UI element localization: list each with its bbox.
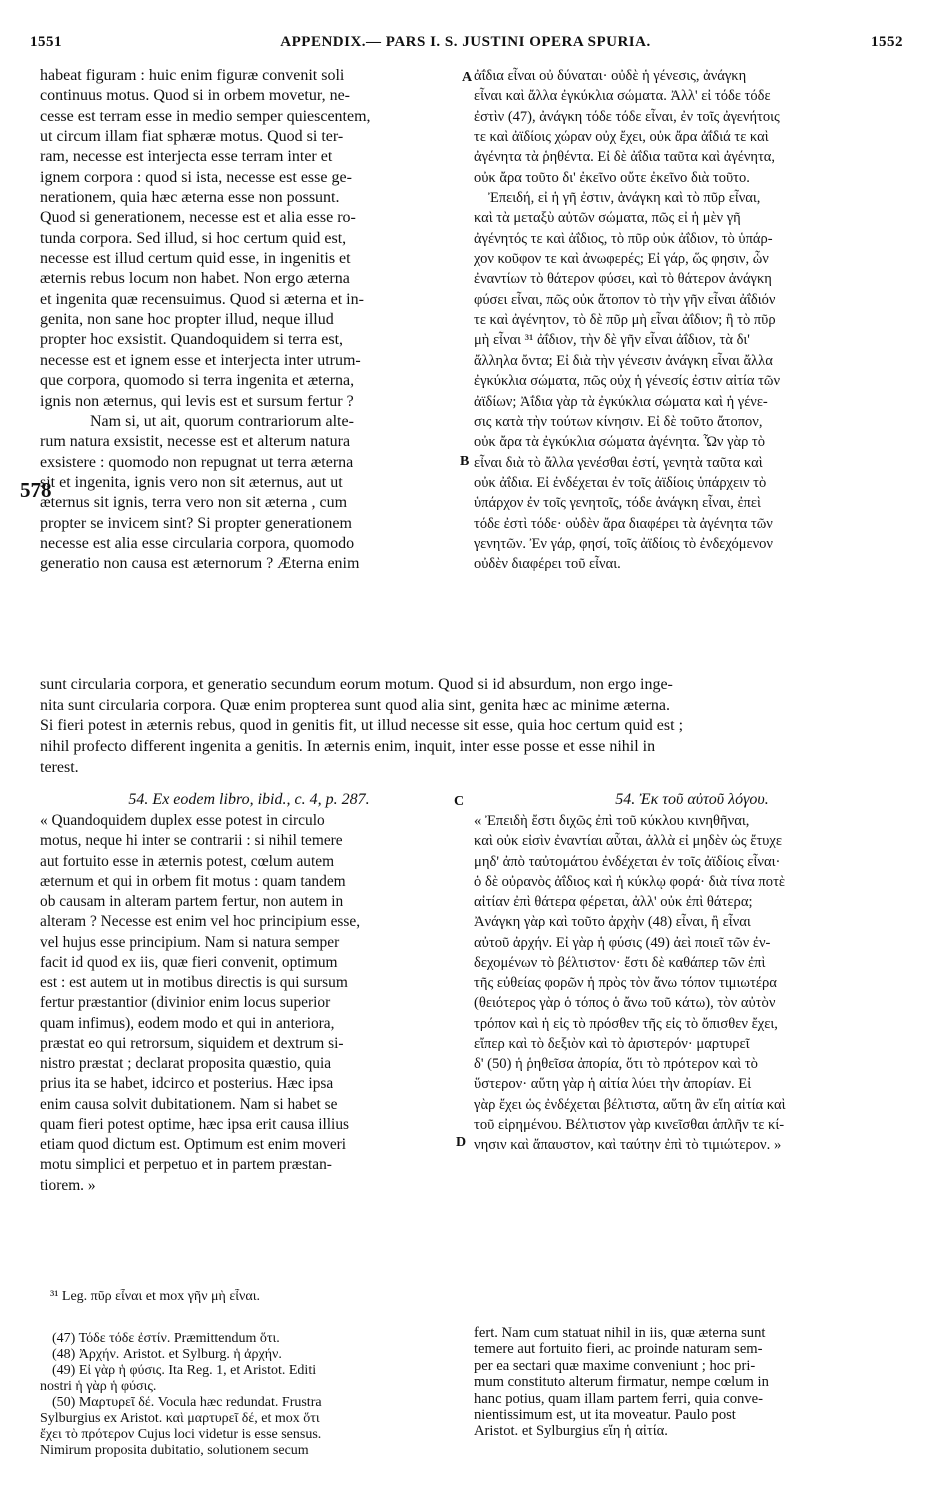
text-line: σις κατὰ τὴν τούτων κίνησιν. Εἰ δὲ τοῦτο ἄτοπον, <box>474 413 763 430</box>
text-line: καὶ τὰ μεταξὺ αὐτῶν σώματα, πῶς εἰ ἡ μὲν γῆ <box>474 210 741 227</box>
text-line: nerationem, quia hæc æterna esse non possunt. <box>40 189 340 207</box>
text-line: que corpora, quomodo si terra ingenita et æterna, <box>40 372 355 390</box>
text-line: est : est autem ut in motibus directis is qui sursum <box>40 974 348 991</box>
text-line: quam infimus), eodem modo et qui in anteriora, <box>40 1014 335 1032</box>
full-width-paragraph <box>40 675 912 778</box>
text-line: οὐκ ἄρα τοῦτο δι' ἐκεῖνο οὔτε ἐκεῖνο διὰ τοῦτο. <box>474 169 750 186</box>
text-line: « Ἐπειδὴ ἔστι διχῶς ἐπὶ τοῦ κύκλου κινηθῆναι, <box>474 813 750 829</box>
note-line: (49) Εἰ γὰρ ἡ φύσις. Ita Reg. 1, et Aristot. Editi <box>52 1363 317 1378</box>
text-line: propter se invicem sint? Si propter generationem <box>40 514 352 532</box>
margin-mark-a: A <box>462 70 473 85</box>
text-line: οὐκ ἀΐδια. Εἰ ἐνδέχεται ἐν τοῖς ἀϊδίοις ὑπάρχειν τὸ <box>474 474 767 491</box>
text-line: ὑπάρχον ἐν τοῖς γενητοῖς, τόδε ἀνάγκη εἶναι, ἐπεὶ <box>474 495 761 512</box>
note-line: nientissimum est, ut ita moveatur. Paulo post <box>474 1406 736 1423</box>
text-line: habeat figuram : huic enim figuræ convenit soli <box>40 67 345 84</box>
notes-left-column <box>40 1331 460 1459</box>
text-line: τε καὶ ἀγένητον, τὸ δὲ πῦρ μὴ εἶναι ἀΐδιον; ἢ τὸ πῦρ <box>474 312 776 329</box>
text-line: necesse est illud certum quid esse, in ingenitis et <box>40 250 351 268</box>
section-heading-latin: 54. Ex eodem libro, ibid., c. 4, p. 287. <box>128 791 370 808</box>
text-line: τε καὶ ἀϊδίοις χώραν οὐχ ἔχει, οὐκ ἄρα ἀΐδιά τε καὶ <box>474 129 769 146</box>
text-line: ut circum illam fiat sphæræ motus. Quod si ter- <box>40 128 344 146</box>
note-line: hanc potius, quam illam partem ferri, quia conve- <box>474 1390 763 1407</box>
text-line: nita sunt circularia corpora. Quæ enim propterea sunt quod alia sint, genita hæc ac minime æterna. <box>40 696 671 714</box>
page-number-right: 1552 <box>871 34 903 50</box>
text-line: tiorem. » <box>40 1176 96 1194</box>
margin-mark-d: D <box>456 1135 467 1150</box>
text-line: μηδ' ἀπὸ ταὐτομάτου ἐνδέχεται ἐν τοῖς ἀϊδίοις εἶναι· <box>474 853 781 870</box>
text-line: εἶναι διὰ τὸ ἄλλα γενέσθαι ἐστί, γενητὰ ταῦτα καὶ <box>474 454 763 471</box>
text-line: alteram ? Necesse est enim vel hoc principium esse, <box>40 913 361 931</box>
text-line: terest. <box>40 758 79 776</box>
text-line: Ἀνάγκη γὰρ καὶ τοῦτο ἀρχὴν (48) εἶναι, ἢ εἶναι <box>474 914 751 931</box>
text-line: τοῦ εἰρημένου. Βέλτιστον γὰρ κινεῖσθαι ἁπλῆν τε κί- <box>474 1116 785 1133</box>
text-line: τρόπον καὶ ἡ εἰς τὸ πρόσθεν τῆς εἰς τὸ ὄπισθεν ἔχει, <box>474 1015 778 1032</box>
margin-mark-b: B <box>460 454 470 469</box>
text-line: τόδε ἐστὶ τόδε· οὐδὲν ἄρα διαφέρει τὰ ἀγένητα τῶν <box>474 515 773 532</box>
text-line: æternum et qui in orbem fit motus : quam tandem <box>40 872 346 890</box>
text-line: æternis rebus locum non habet. Non ergo æterna <box>40 270 350 288</box>
text-line: γενητῶν. Ἐν γάρ, φησί, τοῖς ἀϊδίοις τὸ ἐνδεχόμενον <box>474 535 773 552</box>
text-line: χον κοῦφον τε καὶ ἀνωφερές; Εἰ γάρ, ὥς φησιν, ὧν <box>474 251 769 268</box>
note-line: mum constituto alterum firmatur, nempe cœlum in <box>474 1374 769 1391</box>
column-number-marker: 578 <box>20 478 52 502</box>
note-line: ἔχει τὸ πρότερον Cujus loci videtur is esse sensus. <box>40 1427 322 1442</box>
note-line: temere aut fortuito fieri, ac proinde naturam sem- <box>474 1341 763 1358</box>
text-line: motu simplici et perpetuo et in partem præstan- <box>40 1156 332 1174</box>
text-line: ὁ δὲ οὐρανὸς ἀΐδιος καὶ ἡ κύκλῳ φορά· διὰ τίνα ποτὲ <box>474 873 786 890</box>
text-line: præstat eo qui retrorsum, siquidem et dextrum si- <box>40 1034 344 1052</box>
text-line: et ingenita quæ recensuimus. Quod si æterna et in- <box>40 290 364 308</box>
note-line: (47) Τόδε τόδε ἐστίν. Præmittendum ὅτι. <box>52 1331 280 1346</box>
text-line: fertur præstantior (divinior enim locus superior <box>40 994 331 1012</box>
text-line: tunda corpora. Sed illud, si hoc certum quid est, <box>40 229 347 247</box>
text-line: καὶ οὐκ εἰσὶν ἐναντίαι αὗται, ἀλλὰ εἰ μηδὲν ὡς ἔτυχε <box>474 833 783 850</box>
text-line: (θειότερος γὰρ ὁ τόπος ὁ ἄνω τοῦ κάτω), τὸν αὐτὸν <box>474 995 776 1012</box>
greek-column-section <box>474 811 910 1155</box>
text-line: æternus sit ignis, terra vero non sit æterna , cum <box>40 494 348 512</box>
text-line: sunt circularia corpora, et generatio secundum eorum motum. Quod si id absurdum, non ergo inge- <box>40 676 673 693</box>
text-line: necesse est alia esse circularia corpora, quomodo <box>40 534 355 552</box>
page-number-left: 1551 <box>30 34 62 50</box>
latin-column-top <box>40 66 458 575</box>
text-line: Si fieri potest in æternis rebus, quod in genitis fit, ut illud necesse sit esse, quia hoc certum quid est ; <box>40 717 684 735</box>
text-line: motus, neque hi inter se contrarii : si nihil temere <box>40 832 343 850</box>
text-line: prius ita se habet, idcirco et posterius. Hæc ipsa <box>40 1075 334 1093</box>
text-line: ἐγκύκλια σώματα, πῶς οὐχ ἡ γένεσίς ἐστιν αἰτία τῶν <box>474 373 781 390</box>
text-line: Quod si generationem, necesse est et alia esse ro- <box>40 209 356 227</box>
text-line: ἄλληλα ὄντα; Εἰ διὰ τὴν γένεσιν ἀνάγκη εἶναι ἄλλα <box>474 352 773 369</box>
text-line: ignem corpora : quod si ista, necesse est esse ge- <box>40 168 352 186</box>
text-line: ἐστὶν (47), ἀνάγκη τόδε τόδε εἶναι, ἐν τοῖς ἀγενήτοις <box>474 108 780 125</box>
text-line: quam fieri potest optime, hæc ipsa erit causa illius <box>40 1115 350 1133</box>
text-line: οὐδὲν διαφέρει τοῦ εἶναι. <box>474 556 621 573</box>
text-line: rum natura exsistit, necesse est et alterum natura <box>40 433 351 451</box>
text-line: ignis non æternus, qui levis est et sursum fertur ? <box>40 392 354 410</box>
text-line: facit id quod ex iis, quæ fieri convenit, optimum <box>40 953 338 971</box>
text-line: Nam si, ut ait, quorum contrariorum alte- <box>90 412 354 430</box>
text-line: δεχομένων τὸ βέλτιστον· ἔστι δὲ καθάπερ τῶν ἐπὶ <box>474 954 766 971</box>
text-line: φύσει εἶναι, πῶς οὐκ ἄτοπον τὸ τὴν γῆν εἶναι ἀΐδιόν <box>474 291 776 308</box>
text-line: ἐναντίων τὸ θάτερον φύσει, καὶ τὸ θάτερον ἀνάγκη <box>474 271 772 288</box>
text-line: nistro præstat ; declarat proposita quæstio, quia <box>40 1055 332 1072</box>
note-line: per ea sectari quæ maxime conveniunt ; hoc pri- <box>474 1357 756 1374</box>
text-line: εἶναι καὶ ἄλλα ἐγκύκλια σώματα. Ἀλλ' εἰ τόδε τόδε <box>474 88 771 105</box>
text-line: αἰτίαν ἐπὶ θάτερα φέρεται, ἀλλ' οὐκ ἐπὶ θάτερα; <box>474 894 753 910</box>
text-line: continuus motus. Quod si in orbem movetur, ne- <box>40 87 350 105</box>
margin-mark-c: C <box>454 794 465 809</box>
note-line: Sylburgius ex Aristot. καὶ μαρτυρεῖ δέ, et mox ὅτι <box>40 1411 320 1426</box>
text-line: cesse est terram esse in medio semper quiescentem, <box>40 107 371 125</box>
text-line: exsistere : quomodo non repugnat ut terra æterna <box>40 453 354 471</box>
note-line: (50) Μαρτυρεῖ δέ. Vocula hæc redundat. Frustra <box>52 1395 322 1410</box>
greek-column-top <box>474 66 910 575</box>
text-line: ἀγένητός τε καὶ ἀΐδιος, τὸ πῦρ οὐκ ἀΐδιον, τὸ ὑπάρ- <box>474 230 773 247</box>
text-line: ὕστερον· αὕτη γὰρ ἡ αἰτία λύει τὴν ἀπορίαν. Εἰ <box>474 1076 752 1093</box>
text-line: γὰρ ἔχει ὡς ἐνδέχεται βέλτιστα, αὕτη ἂν εἴη αἰτία καὶ <box>474 1096 786 1113</box>
section-heading-greek: 54. Ἐκ τοῦ αὐτοῦ λόγου. <box>615 791 769 808</box>
text-line: αὐτοῦ ἀρχήν. Εἰ γὰρ ἡ φύσις (49) ἀεὶ ποιεῖ τῶν ἐν- <box>474 934 771 951</box>
latin-column-section <box>40 811 458 1196</box>
text-line: enim causa solvit dubitationem. Nam si habet se <box>40 1095 338 1113</box>
text-line: μὴ εἶναι ³¹ ἀΐδιον, τὴν δὲ γῆν εἶναι ἀΐδιον, τὰ δι' <box>474 332 750 349</box>
text-line: sit et ingenita, ignis vero non sit æternus, aut ut <box>40 473 343 491</box>
note-line: fert. Nam cum statuat nihil in iis, quæ æterna sunt <box>474 1325 766 1341</box>
text-line: genita, non sane hoc propter illud, neque illud <box>40 311 334 329</box>
note-line: Nimirum proposita dubitatio, solutionem secum <box>40 1443 309 1458</box>
text-line: etiam quod dictum est. Optimum est enim moveri <box>40 1136 347 1153</box>
text-line: ram, necesse est interjecta esse terram inter et <box>40 148 333 166</box>
text-line: ob causam in alteram partem fertur, non autem in <box>40 893 344 910</box>
note-line: (48) Ἀρχήν. Aristot. et Sylburg. ἡ ἀρχήν. <box>52 1347 282 1362</box>
text-line: Ἐπειδή, εἰ ἡ γῆ ἐστιν, ἀνάγκη καὶ τὸ πῦρ εἶναι, <box>488 190 761 207</box>
text-line: νησιν καὶ ἄπαυστον, καὶ ταύτην ἐπὶ τὸ τιμιώτερον. » <box>474 1137 782 1153</box>
text-line: vel hujus esse principium. Nam si natura semper <box>40 933 340 951</box>
text-line: ἀϊδίων; Ἀΐδια γὰρ τὰ ἐγκύκλια σώματα καὶ ἡ γένε- <box>474 393 768 410</box>
note-line: Aristot. et Sylburgius εἴη ἡ αἰτία. <box>474 1423 668 1440</box>
footnote-31: ³¹ Leg. πῦρ εἶναι et mox γῆν μὴ εἶναι. <box>50 1289 260 1304</box>
text-line: necesse est et ignem esse et interjecta inter utrum- <box>40 351 361 369</box>
text-line: aut fortuito esse in æternis potest, cœlum autem <box>40 852 335 870</box>
text-line: τῆς εὐθείας φορῶν ἡ πρὸς τὸν ἄνω τόπον τιμιωτέρα <box>474 975 777 991</box>
text-line: propter hoc exsistit. Quandoquidem si terra est, <box>40 331 344 349</box>
notes-right-column <box>474 1325 910 1440</box>
text-line: οὐκ ἄρα τὰ ἐγκύκλια σώματα ἀγένητα. Ὧν γὰρ τὸ <box>474 434 766 451</box>
note-line: nostri ἡ γὰρ ἡ φύσις. <box>40 1379 157 1394</box>
text-line: nihil profecto different ingenita a genitis. In æternis enim, inquit, inter esse posse et esse nihil in <box>40 738 656 756</box>
text-line: δ' (50) ἡ ῥηθεῖσα ἀπορία, ὅτι τὸ πρότερον καὶ τὸ <box>474 1056 758 1072</box>
text-line: ἀγένητα τὰ ῥηθέντα. Εἰ δὲ ἀΐδια ταῦτα καὶ ἀγένητα, <box>474 149 776 166</box>
running-title: APPENDIX.— PARS I. S. JUSTINI OPERA SPURIA. <box>280 34 651 50</box>
text-line: ἀΐδια εἶναι οὐ δύναται· οὐδὲ ἡ γένεσις, ἀνάγκη <box>474 68 747 84</box>
text-line: « Quandoquidem duplex esse potest in circulo <box>40 812 325 829</box>
text-line: generatio non causa est æternorum ? Æterna enim <box>40 555 360 573</box>
text-line: εἴπερ καὶ τὸ δεξιὸν καὶ τὸ ἀριστερόν· μαρτυρεῖ <box>474 1035 750 1052</box>
